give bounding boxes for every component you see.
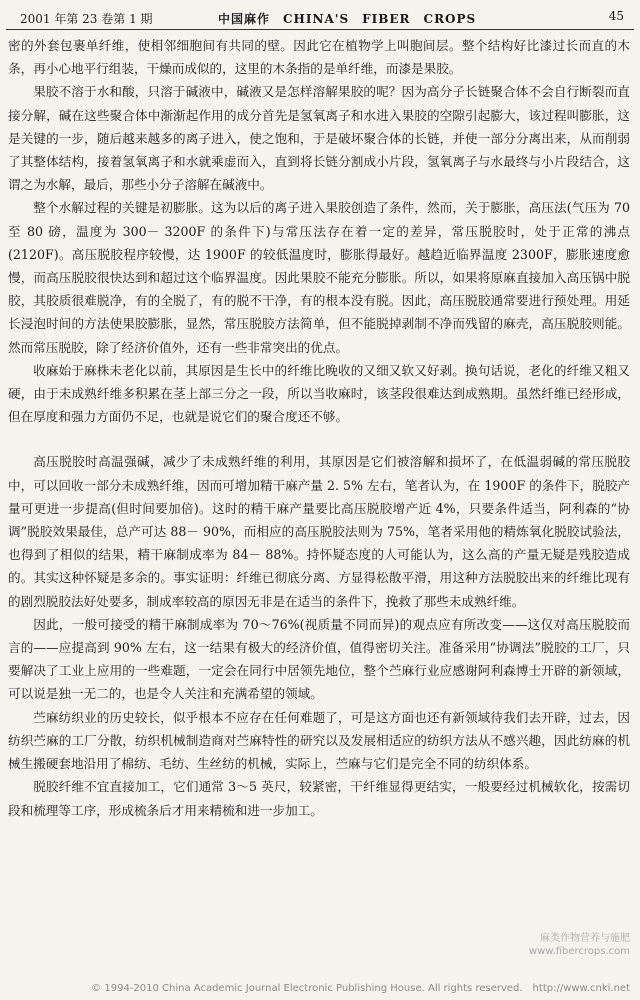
paragraph-8: 脱胶纤维不宜直接加工，它们通常 3～5 英尺，较紧密，干纤维显得更结实，一般要经过机械软化，按需切段和梳理等工序，形成梳条后才用来精梳和进一步加工。: [8, 779, 630, 818]
article-body: [8, 34, 630, 822]
copyright-watermark: © 1994-2010 China Academic Journal Electronic Publishing House. All rights reserved. http://www.cnki.net: [91, 983, 630, 994]
paragraph-6: 因此，一般可接受的精干麻制成率为 70～76%(视质量不同而异)的观点应有所改变——这仅对高压脱胶而言的——应提高到 90% 左右，这一结果有极大的经济价值，值得密切关注。准备采用“协调法”脱胶的工厂，只要解决了工业上应用的一些难题，一定会在同行中居领先地位，整个苎麻行业应感谢阿利森博士开辟的新领域，可以说是独一无二的，也是令人关注和充满希望的领域。: [8, 616, 630, 702]
header-rule: [6, 29, 634, 30]
paragraph-1: 密的外套包裹单纤维，使相邻细胞间有共同的壁。因此它在植物学上叫胞间层。整个结构好比漆过长而直的木条，再小心地平行组装，干燥而成似的，这里的木条指的是单纤维，而漆是果胶。: [8, 38, 630, 77]
site-watermark: 麻类作物营养与施肥 www.fibercrops.com: [528, 933, 630, 957]
paragraph-7: 苎麻纺织业的历史较长，似乎根本不应存在任何难题了，可是这方面也还有新领域待我们去开辟，过去，因纺织苎麻的工厂分散，纺织机械制造商对苎麻特性的研究以及发展相适应的纺织方法从不感兴趣，因此纺麻的机械生搬硬套地沿用了棉纺、毛纺、生丝纺的机械，实际上，苎麻与它们是完全不同的纺织体系。: [8, 709, 630, 772]
paragraph-2: 果胶不溶于水和酸，只溶于碱液中，碱液又是怎样溶解果胶的呢？因为高分子长链聚合体不会自行断裂而直接分解，碱在这些聚合体中渐渐起作用的成分首先是氢氧离子和水进入果胶的空隙引起膨大，该过程叫膨胀，这是关键的一步，随后越来越多的离子进入，使之饱和，于是破坏聚合体的长链，并使一部分分离出来，从而削弱了其整体结构，接着氢氧离子和水就乘虚而入，直到将长链分割成小片段，氢氧离子与水最终与小片段结合，这谓之为水解，最后，那些小分子溶解在碱液中。: [8, 84, 630, 193]
page-number: 45: [608, 9, 624, 23]
paragraph-5: 高压脱胶时高温强碱，减少了未成熟纤维的利用，其原因是它们被溶解和损坏了，在低温弱碱的常压脱胶中，可以回收一部分未成熟纤维，因而可增加精干麻产量 2. 5% 左右，笔者认为，在 1900F 的条件下，脱胶产量可更进一步提高(但时间要加倍)。这时的精干麻产量要比高压脱胶增产近 4%，只要条件适当，阿利森的“协调”脱胶效果最佳，总产可达 88－ 90%，而相应的高压脱胶法则为 75%，笔者采用他的精炼氧化脱胶试验法，也得到了相似的结果，精干麻制成率为 84－ 88%。持怀疑态度的人可能认为，这么高的产量无疑是残胶造成的。其实这种怀疑是多余的。事实证明：纤维已彻底分离、方显得松散平滑，用这种方法脱胶出来的纤维比现有的剧烈脱胶法好处要多，制成率较高的原因无非是在适当的条件下，挽救了那些未成熟纤维。: [8, 454, 630, 609]
journal-issue: 2001 年第 23 卷第 1 期: [20, 12, 153, 26]
paragraph-4: 收麻始于麻株未老化以前，其原因是生长中的纤维比晚收的又细又软又好剥。换句话说，老化的纤维又粗又硬，由于未成熟纤维多积累在茎上部三分之一段，所以当收麻时，该茎段很难达到成熟期。虽然纤维已经形成，但在厚度和强力方面仍不足，也就是说它们的聚合度还不够。: [8, 362, 630, 425]
journal-title: 中国麻作 CHINA'S FIBER CROPS: [218, 12, 477, 26]
paragraph-3: 整个水解过程的关键是初膨胀。这为以后的离子进入果胶创造了条件，然而，关于膨胀，高压法(气压为 70 至 80 磅，温度为 300－ 3200F 的条件下)与常压法存在着一定的差异，常压脱胶时，处于正常的沸点(2120F)。高压脱胶程序较慢，达 1900F 的较低温度时，膨胀得最好。越趋近临界温度 2300F，膨胀速度愈慢，而高压脱胶很快达到和超过这个临界温度。因此果胶不能充分膨胀。所以，如果将原麻直接加入高压锅中脱胶，其胶质很难脱净，有的全脱了，有的脱不干净，有的根本没有脱。因此，高压脱胶通常要进行预处理。用延长浸泡时间的方法使果胶膨胀，显然，常压脱胶方法简单，但不能脱掉剥制不净而残留的麻壳，高压脱胶则能。然而常压脱胶，除了经济价值外，还有一些非常突出的优点。: [8, 200, 630, 355]
